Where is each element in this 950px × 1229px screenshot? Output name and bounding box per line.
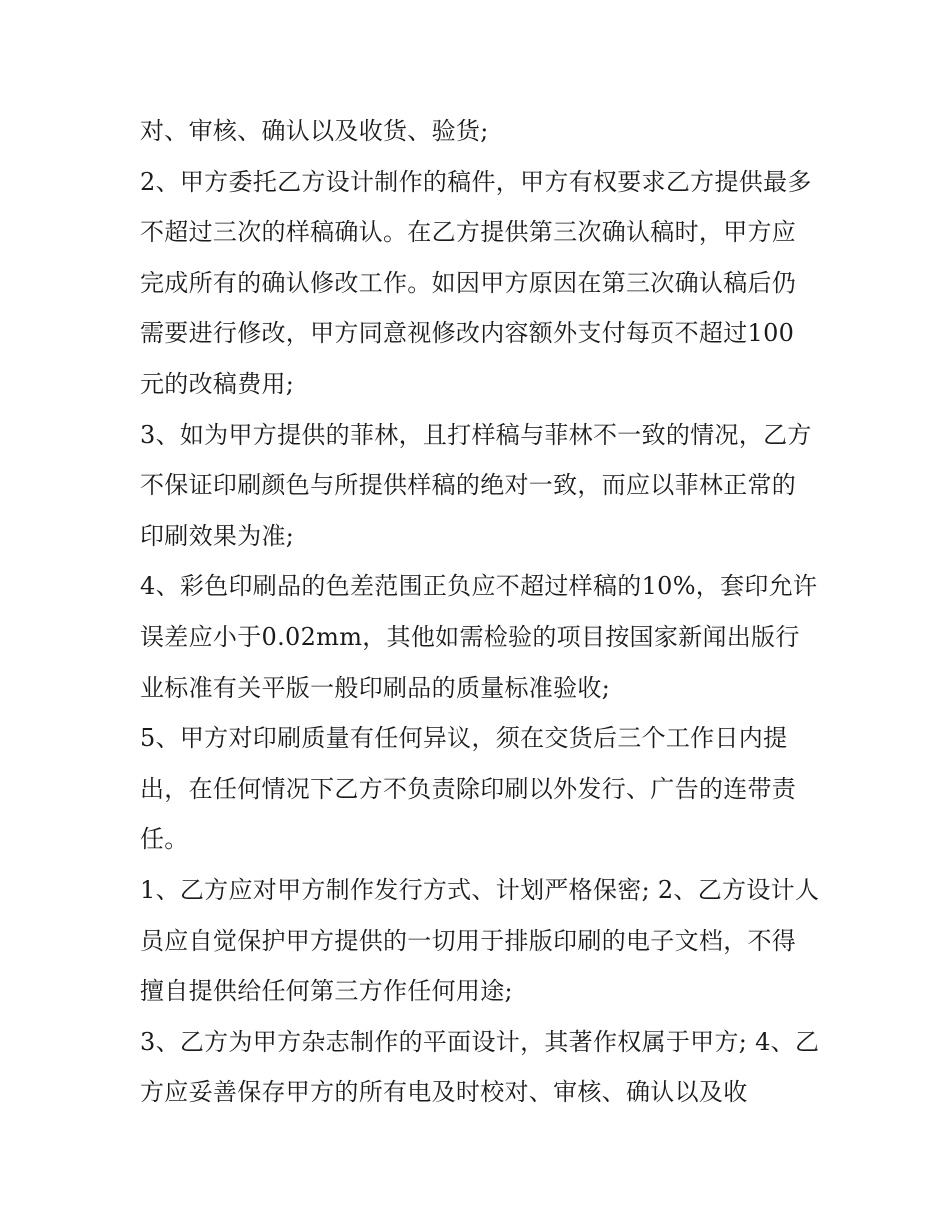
paragraph-clause-5-quality-objection: 5、甲方对印刷质量有任何异议，须在交货后三个工作日内提出，在任何情况下乙方不负责除印刷以外发行、广告的连带责任。 xyxy=(140,724,797,854)
paragraph-copyright-clauses: 3、乙方为甲方杂志制作的平面设计，其著作权属于甲方; 4、乙方应妥善保存甲方的所有电及时校对、审核、确认以及收 xyxy=(140,1027,820,1107)
paragraph-continuation: 对、审核、确认以及收货、验货; xyxy=(140,117,489,145)
paragraph-clause-3-film: 3、如为甲方提供的菲林，且打样稿与菲林不一致的情况，乙方不保证印刷颜色与所提供样稿的绝对一致，而应以菲林正常的印刷效果为准; xyxy=(140,420,812,550)
paragraph-clause-2-revisions: 2、甲方委托乙方设计制作的稿件，甲方有权要求乙方提供最多不超过三次的样稿确认。在乙方提供第三次确认稿时，甲方应完成所有的确认修改工作。如因甲方原因在第三次确认稿后仍需要进行修改，甲方同意视修改内容额外支付每页不超过100 元的改稿费用; xyxy=(140,167,812,398)
paragraph-confidentiality-clauses: 1、乙方应对甲方制作发行方式、计划严格保密; 2、乙方设计人员应自觉保护甲方提供的一切用于排版印刷的电子文档，不得擅自提供给任何第三方作任何用途; xyxy=(140,875,820,1006)
document-body xyxy=(140,106,820,1118)
paragraph-clause-4-color-tolerance: 4、彩色印刷品的色差范围正负应不超过样稿的10%，套印允许误差应小于0.02mm，其他如需检验的项目按国家新闻出版行业标准有关平版一般印刷品的质量标准验收; xyxy=(140,572,818,702)
